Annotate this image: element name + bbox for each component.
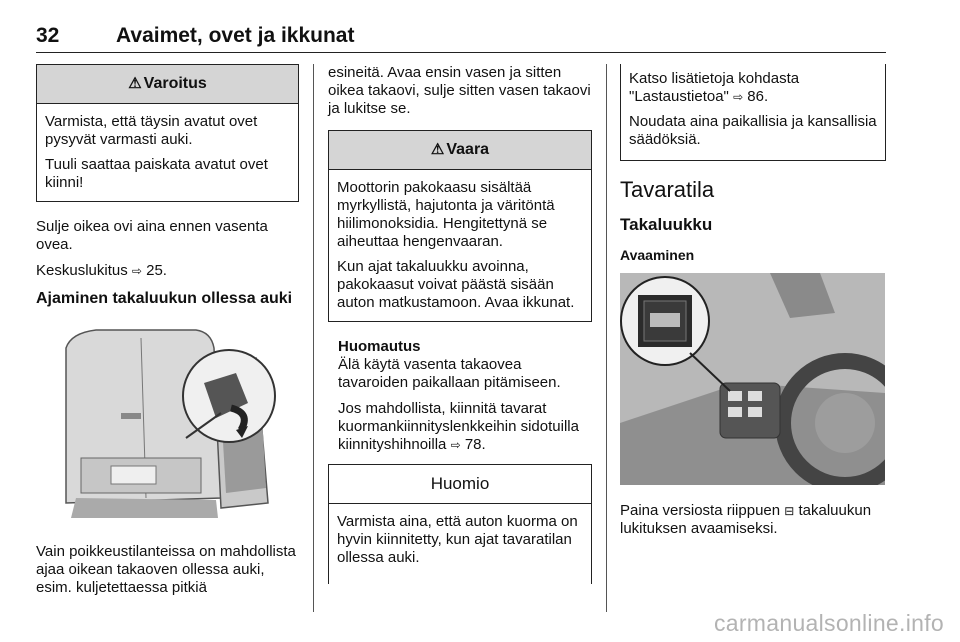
caution-text: Varmista aina, että auton kuorma on hyvin kiinnitetty, kun ajat tavaratilan ollessa auki. — [337, 513, 578, 566]
danger-box — [328, 130, 592, 322]
warning-triangle-icon: ⚠ — [128, 75, 142, 92]
note-title: Huomautus — [338, 338, 421, 355]
dashboard-tailgate-button-photo — [620, 273, 885, 485]
page-number: 32 — [36, 24, 60, 47]
column-3 — [620, 64, 886, 546]
column-divider — [313, 64, 314, 612]
warning-triangle-icon: ⚠ — [430, 141, 445, 158]
page-reference-link[interactable]: 86. — [747, 88, 769, 105]
body-paragraph: Paina versiosta riippuen ⊟ takaluukun lukituksen avaamiseksi. — [620, 502, 872, 537]
caution-box — [328, 464, 592, 584]
column-2 — [328, 64, 592, 584]
note-text: Älä käytä vasenta takaovea tavaroiden paikallaan pitämiseen. — [338, 356, 561, 391]
subsection-heading: Avaaminen — [620, 247, 695, 263]
body-paragraph: esineitä. Avaa ensin vasen ja sitten oikea takaovi, sulje sitten vasen takaovi ja lukitse se. — [328, 64, 591, 117]
tailgate-unlock-icon: ⊟ — [784, 504, 795, 518]
section-heading: Takaluukku — [620, 215, 713, 234]
warning-box-title: Varoitus — [143, 75, 207, 92]
column-divider — [606, 64, 607, 612]
page-reference-arrow-icon: ⇨ — [131, 264, 142, 278]
page-title: Avaimet, ovet ja ikkunat — [116, 24, 355, 47]
body-paragraph: Vain poikkeustilanteissa on mahdollista ajaa oikean takaoven ollessa auki, esim. kuljetettaessa pitkiä — [36, 543, 296, 596]
page-reference-link[interactable]: 25. — [146, 262, 167, 279]
van-rear-open-door-illustration — [36, 318, 299, 528]
danger-box-header — [329, 131, 591, 170]
danger-text: Kun ajat takaluukku avoinna, pakokaasut voivat päästä sisään auton matkustamoon. Avaa ikkunat. — [337, 258, 575, 311]
page-reference-arrow-icon: ⇨ — [733, 90, 744, 104]
page-reference-arrow-icon: ⇨ — [450, 438, 461, 452]
section-heading: Ajaminen takaluukun ollessa auki — [36, 290, 293, 307]
warning-box-header — [37, 65, 298, 104]
column-1 — [36, 64, 299, 605]
watermark: carmanualsonline.info — [713, 610, 944, 636]
warning-text: Varmista, että täysin avatut ovet pysyvät varmasti auki. — [45, 113, 258, 148]
danger-text: Moottorin pakokaasu sisältää myrkyllistä, hajutonta ja väritöntä hiilimonoksidia. Hengitettynä se aiheuttaa hengenvaaran. — [337, 179, 555, 250]
continued-box — [620, 64, 886, 161]
warning-text: Tuuli saattaa paiskata avatut ovet kiinni! — [45, 156, 268, 191]
box-text: Katso lisätietoja kohdasta "Lastaustietoa" ⇨ 86. — [629, 70, 800, 105]
caution-box-header: Huomio — [329, 465, 591, 504]
chapter-heading: Tavaratila — [620, 177, 715, 202]
box-text: Noudata aina paikallisia ja kansallisia säädöksiä. — [629, 113, 877, 148]
body-paragraph: Jos mahdollista, kiinnitä tavarat kuormankiinnityslenkkeihin sidotuilla kiinnityshihnoilla ⇨ 78. — [338, 400, 579, 453]
warning-box — [36, 64, 299, 202]
danger-box-title: Vaara — [446, 141, 490, 158]
body-paragraph: Sulje oikea ovi aina ennen vasenta ovea. — [36, 218, 268, 253]
page-reference-link[interactable]: 78. — [464, 436, 486, 453]
body-paragraph: Keskuslukitus ⇨ 25. — [36, 262, 167, 279]
page-header — [36, 22, 886, 53]
